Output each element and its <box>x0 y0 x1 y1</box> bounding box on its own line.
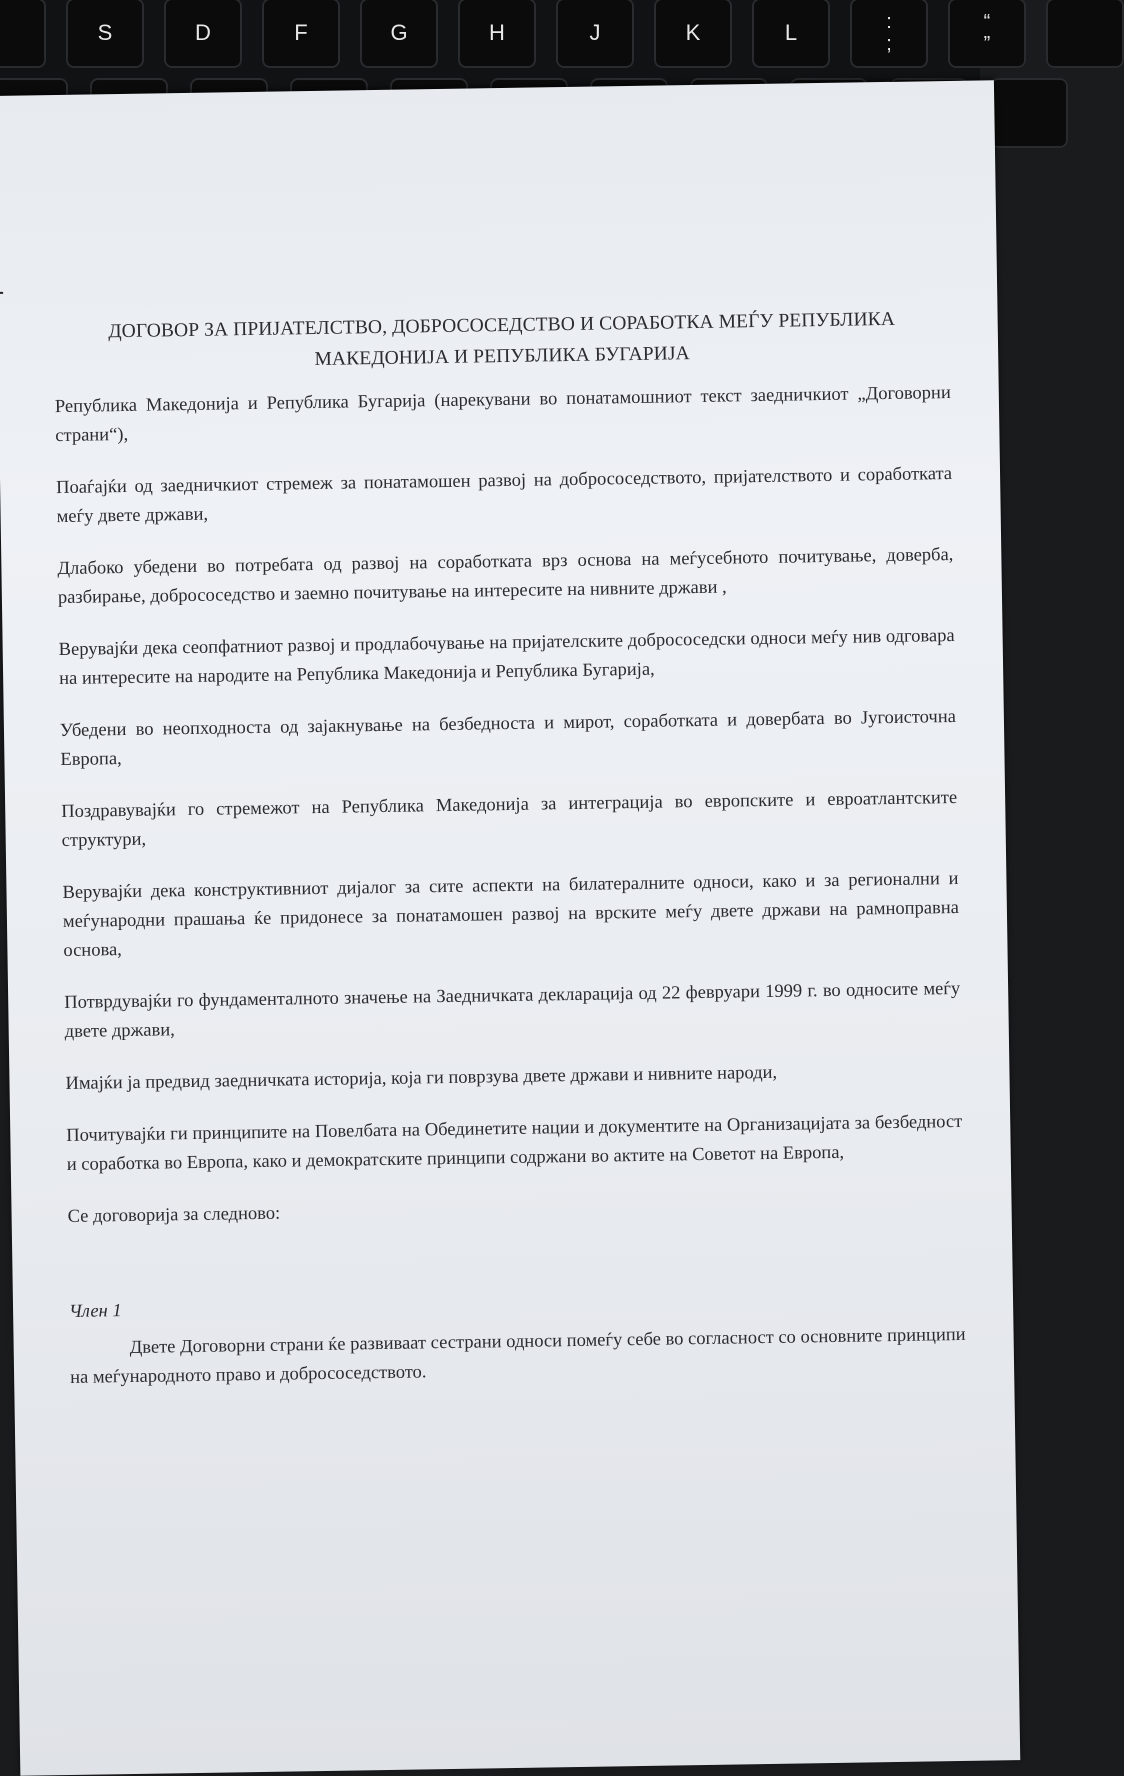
key-k: K <box>654 0 732 68</box>
keyboard-row-home <box>0 0 1124 68</box>
preamble-paragraph: Почитувајќи ги принципите на Повелбата на Обединетите нации и документите на Организацијата за безбедност и соработка во Европа, како и демократските принципи содржани во актите на Советот на Европа, <box>66 1111 963 1175</box>
document-title: ДОГОВОР ЗА ПРИЈАТЕЛСТВО, ДОБРОСОСЕДСТВО И СОРАБОТКА МЕЃУ РЕПУБЛИКА МАКЕДОНИЈА И РЕПУБЛИКА БУГАРИЈА <box>108 308 896 370</box>
article-text: Двете Договорни страни ќе развиваат сестрани односи помеѓу себе во согласност со основните принципи на меѓународното право и добрососедството. <box>69 1324 966 1388</box>
key-s: S <box>66 0 144 68</box>
preamble-paragraph: Потврдувајќи го фундаменталното значење на Заедничката декларација од 22 февруари 1999 г. во односите меѓу двете држави, <box>64 978 961 1043</box>
preamble-paragraph: Длабоко убедени во потребата од развој на соработката врз основа на меѓусебното почитување, доверба, разбирање, добрососедство и заемно почитување на интересите на нивните држави , <box>57 544 954 609</box>
key-j: J <box>556 0 634 68</box>
paper-edge-mark <box>0 292 3 294</box>
key-f: F <box>262 0 340 68</box>
preamble-paragraph: Верувајќи дека сеопфатниот развој и продлабочување на пријателските добрососедски односи меѓу нив одговара на интересите на народите на Република Македонија и Република Бугарија, <box>58 625 955 690</box>
key-quote: “ ” <box>948 0 1026 68</box>
paper-sheet <box>0 80 1020 1776</box>
key-l: L <box>752 0 830 68</box>
article-label: Член 1 <box>68 1301 122 1322</box>
key-semicolon: : ; <box>850 0 928 68</box>
preamble-paragraph: Поаѓајќи од заедничкиот стремеж за понатамошен развој на добрососедството, пријателството и соработката меѓу двете држави, <box>56 463 953 528</box>
preamble-paragraph: Имајќи ја предвид заедничката историја, која ги поврзува двете држави и нивните народи, <box>65 1062 778 1094</box>
key-shift <box>990 78 1068 148</box>
preamble-paragraph: Убедени во неопходноста од зајакнување на безбедноста и мирот, соработката и довербата во Југоисточна Европа, <box>59 706 957 771</box>
key-d: D <box>164 0 242 68</box>
key-h: H <box>458 0 536 68</box>
preamble-paragraph: Република Македонија и Република Бугарија (нарекувани во понатамошниот текст заедничкиот „Договорни страни“), <box>54 383 951 447</box>
preamble-paragraph: Поздравувајќи го стремежот на Република Македонија за интеграција во европските и евроатлантските структури, <box>61 787 958 852</box>
treaty-document <box>53 303 966 1393</box>
key-g: G <box>360 0 438 68</box>
agreement-clause: Се договорија за следново: <box>67 1203 281 1227</box>
key-enter <box>1046 0 1124 68</box>
preamble-paragraph: Верувајќи дека конструктивниот дијалог за сите аспекти на билатералните односи, како и за регионални и меѓународни прашања ќе придонесе за понатамошен развој на врските меѓу двете држави на рамноправна основа, <box>62 868 960 962</box>
key-caps <box>0 0 46 68</box>
